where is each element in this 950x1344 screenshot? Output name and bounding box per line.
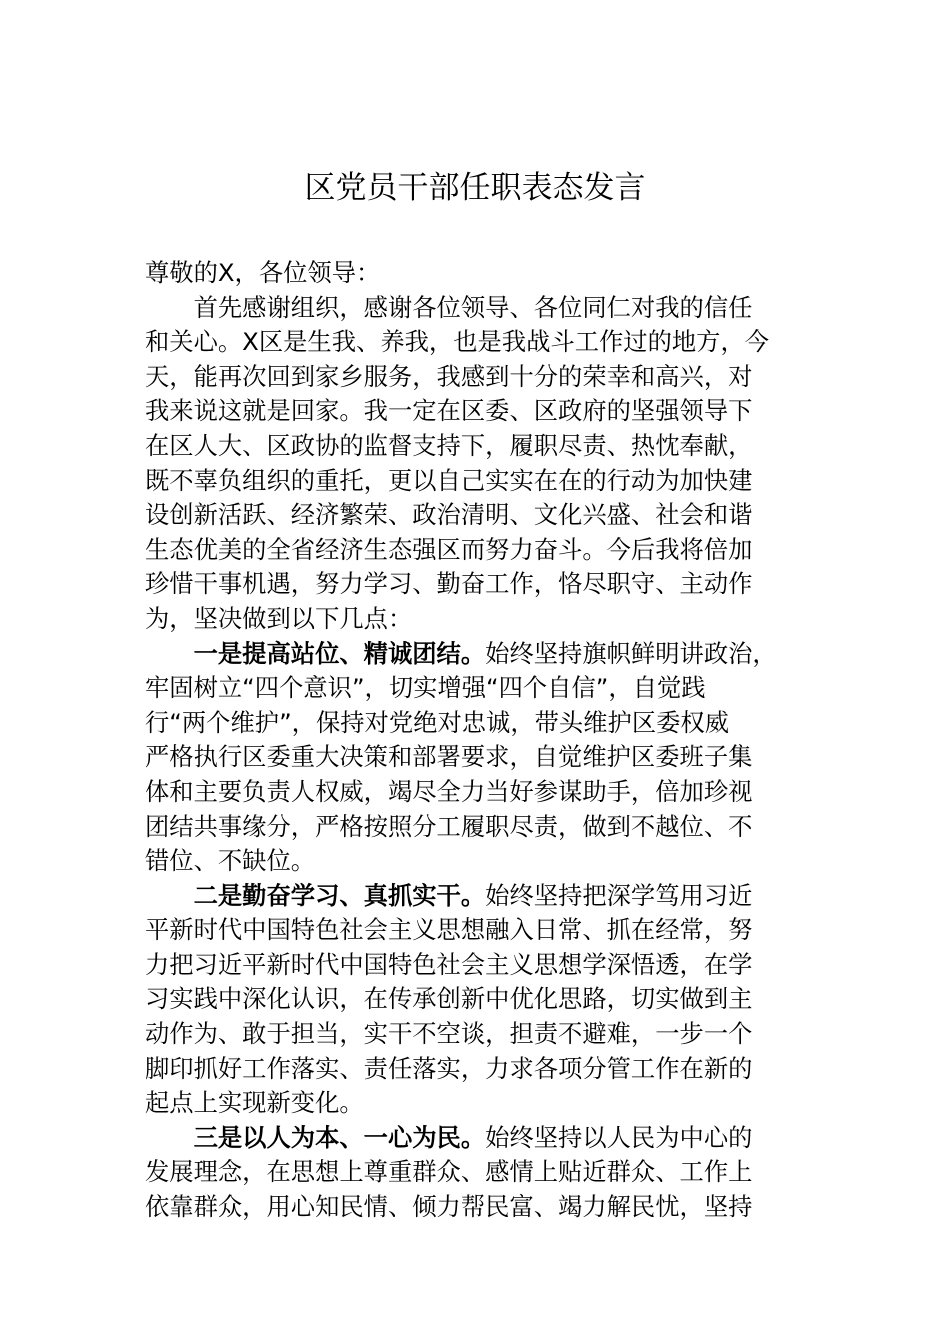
paragraph-3 [145, 879, 835, 1121]
paragraph-4 [145, 1121, 835, 1225]
paragraph-line: 动作为、敢于担当，实干不空谈，担责不避难，一步一个 [145, 1019, 753, 1049]
salutation: 尊敬的X，各位领导： [145, 258, 381, 287]
paragraph-line: 体和主要负责人权威，竭尽全力当好参谋助手，倍加珍视 [145, 776, 753, 806]
paragraph-line: 牢固树立“四个意识”，切实增强“四个自信”，自觉践 [145, 673, 706, 703]
paragraph-line: 平新时代中国特色社会主义思想融入日常、抓在经常，努 [145, 915, 753, 945]
paragraph-line: 错位、不缺位。 [145, 846, 316, 876]
paragraph-line: 既不辜负组织的重托，更以自己实实在在的行动为加快建 [145, 465, 753, 495]
paragraph-line: 团结共事缘分，严格按照分工履职尽责，做到不越位、不 [145, 811, 753, 841]
paragraph-line: 生态优美的全省经济生态强区而努力奋斗。今后我将倍加 [145, 534, 753, 564]
paragraph-heading: 一是提高站位、精诚团结。 [193, 638, 486, 668]
paragraph-text: 始终坚持把深学笃用习近 [485, 880, 753, 910]
paragraph-text: 始终坚持以人民为中心的 [485, 1122, 753, 1152]
paragraph-line: 力把习近平新时代中国特色社会主义思想学深悟透，在学 [145, 949, 753, 979]
paragraph-line: 依靠群众，用心知民情、倾力帮民富、竭力解民忧，坚持 [145, 1192, 753, 1222]
paragraph-line: 珍惜干事机遇，努力学习、勤奋工作，恪尽职守、主动作 [145, 569, 753, 599]
paragraph-line: 天，能再次回到家乡服务，我感到十分的荣幸和高兴，对 [145, 361, 753, 391]
paragraph-1 [145, 291, 835, 637]
paragraph-line: 在区人大、区政协的监督支持下，履职尽责、热忱奉献， [145, 430, 753, 460]
paragraph-line: 和关心。X区是生我、养我，也是我战斗工作过的地方，今 [145, 327, 770, 357]
paragraph-2 [145, 637, 835, 879]
paragraph-first-line [145, 1121, 835, 1156]
document-title: 区党员干部任职表态发言 [304, 170, 646, 206]
paragraph-line: 脚印抓好工作落实、责任落实，力求各项分管工作在新的 [145, 1053, 753, 1083]
paragraph-line: 习实践中深化认识，在传承创新中优化思路，切实做到主 [145, 984, 753, 1014]
paragraph-heading: 二是勤奋学习、真抓实干。 [193, 880, 486, 910]
paragraph-line: 严格执行区委重大决策和部署要求，自觉维护区委班子集 [145, 742, 753, 772]
paragraph-line: 设创新活跃、经济繁荣、政治清明、文化兴盛、社会和谐 [145, 500, 753, 530]
paragraph-line: 起点上实现新变化。 [145, 1088, 364, 1118]
paragraph-first-line [145, 637, 835, 672]
paragraph-first-line [145, 879, 835, 914]
paragraph-heading: 三是以人为本、一心为民。 [193, 1122, 486, 1152]
paragraph-text: 始终坚持旗帜鲜明讲政治， [485, 638, 777, 668]
document-body [145, 256, 835, 1225]
paragraph-line: 首先感谢组织，感谢各位领导、各位同仁对我的信任 [193, 292, 753, 322]
paragraph-line: 我来说这就是回家。我一定在区委、区政府的坚强领导下 [145, 396, 753, 426]
paragraph-line: 行“两个维护”，保持对党绝对忠诚，带头维护区委权威 [145, 707, 730, 737]
paragraph-line: 发展理念，在思想上尊重群众、感情上贴近群众、工作上 [145, 1157, 753, 1187]
paragraph-line: 为，坚决做到以下几点： [145, 603, 413, 633]
